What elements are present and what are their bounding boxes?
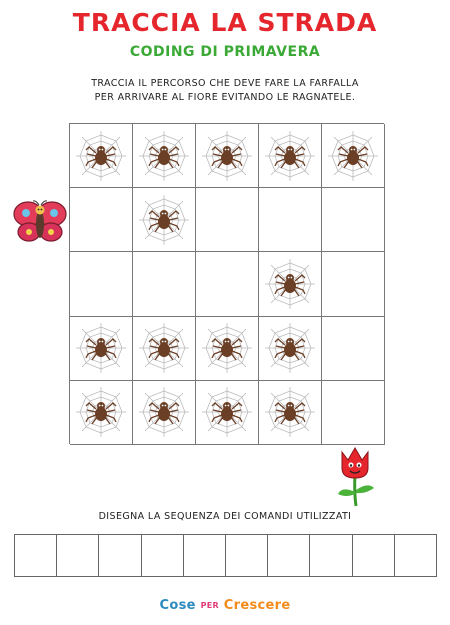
grid-cell-web[interactable]: [196, 317, 259, 381]
grid-cell-web[interactable]: [133, 188, 196, 252]
logo-part-3: Crescere: [223, 598, 291, 613]
grid-cell-empty[interactable]: [322, 188, 385, 252]
grid-cell-empty[interactable]: [322, 381, 385, 445]
logo-part-1: Cose: [159, 598, 196, 613]
sequence-slot[interactable]: [15, 535, 57, 577]
logo-part-2: PER: [200, 601, 219, 610]
grid-cell-web[interactable]: [133, 124, 196, 188]
spider-web-icon: [74, 321, 128, 375]
instructions-line-2: PER ARRIVARE AL FIORE EVITANDO LE RAGNATELE.: [94, 92, 356, 103]
command-sequence: [14, 534, 437, 577]
sequence-slot[interactable]: [353, 535, 395, 577]
spider-web-icon: [200, 321, 254, 375]
spider-web-icon: [263, 129, 317, 183]
page-title: TRACCIA LA STRADA: [72, 8, 378, 37]
spider-web-icon: [263, 257, 317, 311]
instructions: [60, 77, 390, 105]
grid-cell-web[interactable]: [196, 124, 259, 188]
spider-web-icon: [137, 193, 191, 247]
sequence-slot[interactable]: [395, 535, 437, 577]
site-logo: [0, 598, 450, 613]
spider-web-icon: [200, 129, 254, 183]
sequence-slot[interactable]: [310, 535, 352, 577]
spider-web-icon: [137, 129, 191, 183]
flower-icon[interactable]: [330, 444, 380, 508]
butterfly-icon[interactable]: [12, 200, 68, 244]
instructions-line-1: TRACCIA IL PERCORSO CHE DEVE FARE LA FARFALLA: [91, 78, 359, 89]
sequence-slot[interactable]: [142, 535, 184, 577]
grid-cell-web[interactable]: [70, 381, 133, 445]
grid-cell-empty[interactable]: [196, 252, 259, 316]
spider-web-icon: [263, 321, 317, 375]
spider-web-icon: [137, 385, 191, 439]
sequence-slot[interactable]: [226, 535, 268, 577]
grid-cell-empty[interactable]: [70, 188, 133, 252]
sequence-label: DISEGNA LA SEQUENZA DEI COMANDI UTILIZZATI: [98, 511, 352, 522]
sequence-slot[interactable]: [57, 535, 99, 577]
grid-cell-empty[interactable]: [322, 252, 385, 316]
grid-cell-web[interactable]: [259, 381, 322, 445]
game-grid: [69, 123, 384, 444]
grid-cell-empty[interactable]: [133, 252, 196, 316]
grid-cell-web[interactable]: [259, 317, 322, 381]
spider-web-icon: [263, 385, 317, 439]
grid-cell-web[interactable]: [133, 317, 196, 381]
spider-web-icon: [200, 385, 254, 439]
grid-cell-web[interactable]: [70, 317, 133, 381]
sequence-slot[interactable]: [268, 535, 310, 577]
grid-cell-web[interactable]: [70, 124, 133, 188]
spider-web-icon: [74, 385, 128, 439]
sequence-slot[interactable]: [99, 535, 141, 577]
page-subtitle: CODING DI PRIMAVERA: [129, 44, 321, 60]
grid-cell-empty[interactable]: [322, 317, 385, 381]
spider-web-icon: [326, 129, 380, 183]
grid-cell-empty[interactable]: [70, 252, 133, 316]
grid-cell-empty[interactable]: [259, 188, 322, 252]
grid-cell-empty[interactable]: [196, 188, 259, 252]
grid-cell-web[interactable]: [133, 381, 196, 445]
spider-web-icon: [74, 129, 128, 183]
grid-cell-web[interactable]: [259, 124, 322, 188]
grid-cell-web[interactable]: [322, 124, 385, 188]
spider-web-icon: [137, 321, 191, 375]
sequence-slot[interactable]: [184, 535, 226, 577]
grid-cell-web[interactable]: [196, 381, 259, 445]
grid-cell-web[interactable]: [259, 252, 322, 316]
